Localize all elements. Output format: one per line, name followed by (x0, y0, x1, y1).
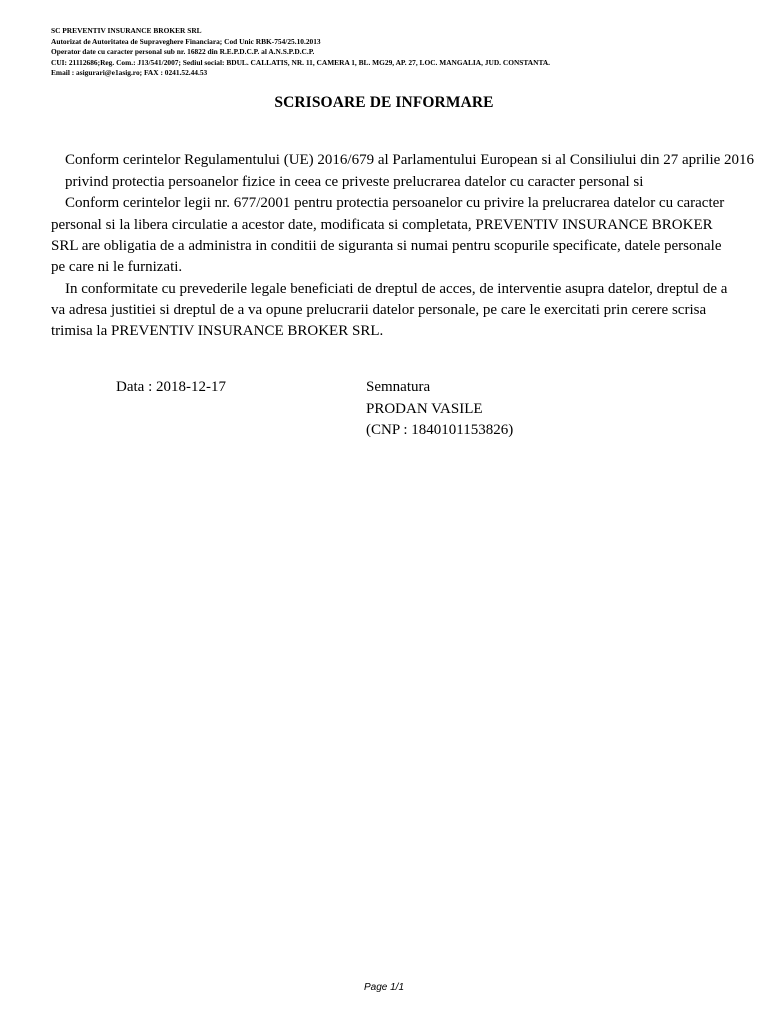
authorization-line: Autorizat de Autoritatea de Supraveghere Financiara; Cod Unic RBK-754/25.10.2013 (51, 36, 321, 46)
document-title: SCRISOARE DE INFORMARE (274, 94, 494, 111)
body-line: Conform cerintelor legii nr. 677/2001 pentru protectia persoanelor cu privire la prelucrarea datelor cu caracter (65, 195, 725, 211)
body-line: personal si la libera circulatie a acestor date, modificata si completata, PREVENTIV INSURANCE BROKER (51, 217, 713, 233)
body-line: privind protectia persoanelor fizice in ceea ce priveste prelucrarea datelor cu caracter personal si (65, 174, 644, 190)
operator-line: Operator date cu caracter personal sub nr. 16822 din R.E.P.D.C.P. al A.N.S.P.D.C.P. (51, 47, 315, 57)
date-field: Data : 2018-12-17 (116, 379, 226, 395)
body-line: SRL are obligatia de a administra in conditii de siguranta si numai pentru scopurile specificate, datele personale (51, 238, 722, 254)
body-line: In conformitate cu prevederile legale beneficiati de dreptul de acces, de interventie asupra datelor, dreptul de a (65, 281, 728, 297)
signature-label: Semnatura (366, 379, 431, 395)
signer-name: PRODAN VASILE (366, 400, 483, 417)
letterhead (51, 26, 550, 79)
page-number: Page 1/1 (363, 982, 405, 993)
registration-line: CUI: 21112686;Reg. Com.: J13/541/2007; Sediul social: BDUL. CALLATIS, NR. 11, CAMERA 1, BL. MG29, AP. 27, LOC. MANGALIA, JUD. CONSTANTA. (51, 57, 551, 67)
signer-cnp: (CNP : 1840101153826) (366, 422, 514, 438)
body-line: trimisa la PREVENTIV INSURANCE BROKER SRL. (51, 323, 384, 339)
body-line: va adresa justitiei si dreptul de a va opune prelucrarii datelor personale, pe care le exercitati prin cerere scrisa (51, 302, 707, 318)
contact-line: Email : asigurari@e1asig.ro; FAX : 0241.52.44.53 (51, 68, 208, 78)
company-name: SC PREVENTIV INSURANCE BROKER SRL (51, 26, 202, 35)
body-line: Conform cerintelor Regulamentului (UE) 2016/679 al Parlamentului European si al Consiliului din 27 aprilie 2016 (65, 152, 755, 168)
body-line: pe care ni le furnizati. (51, 259, 183, 275)
signature-block (366, 377, 513, 442)
